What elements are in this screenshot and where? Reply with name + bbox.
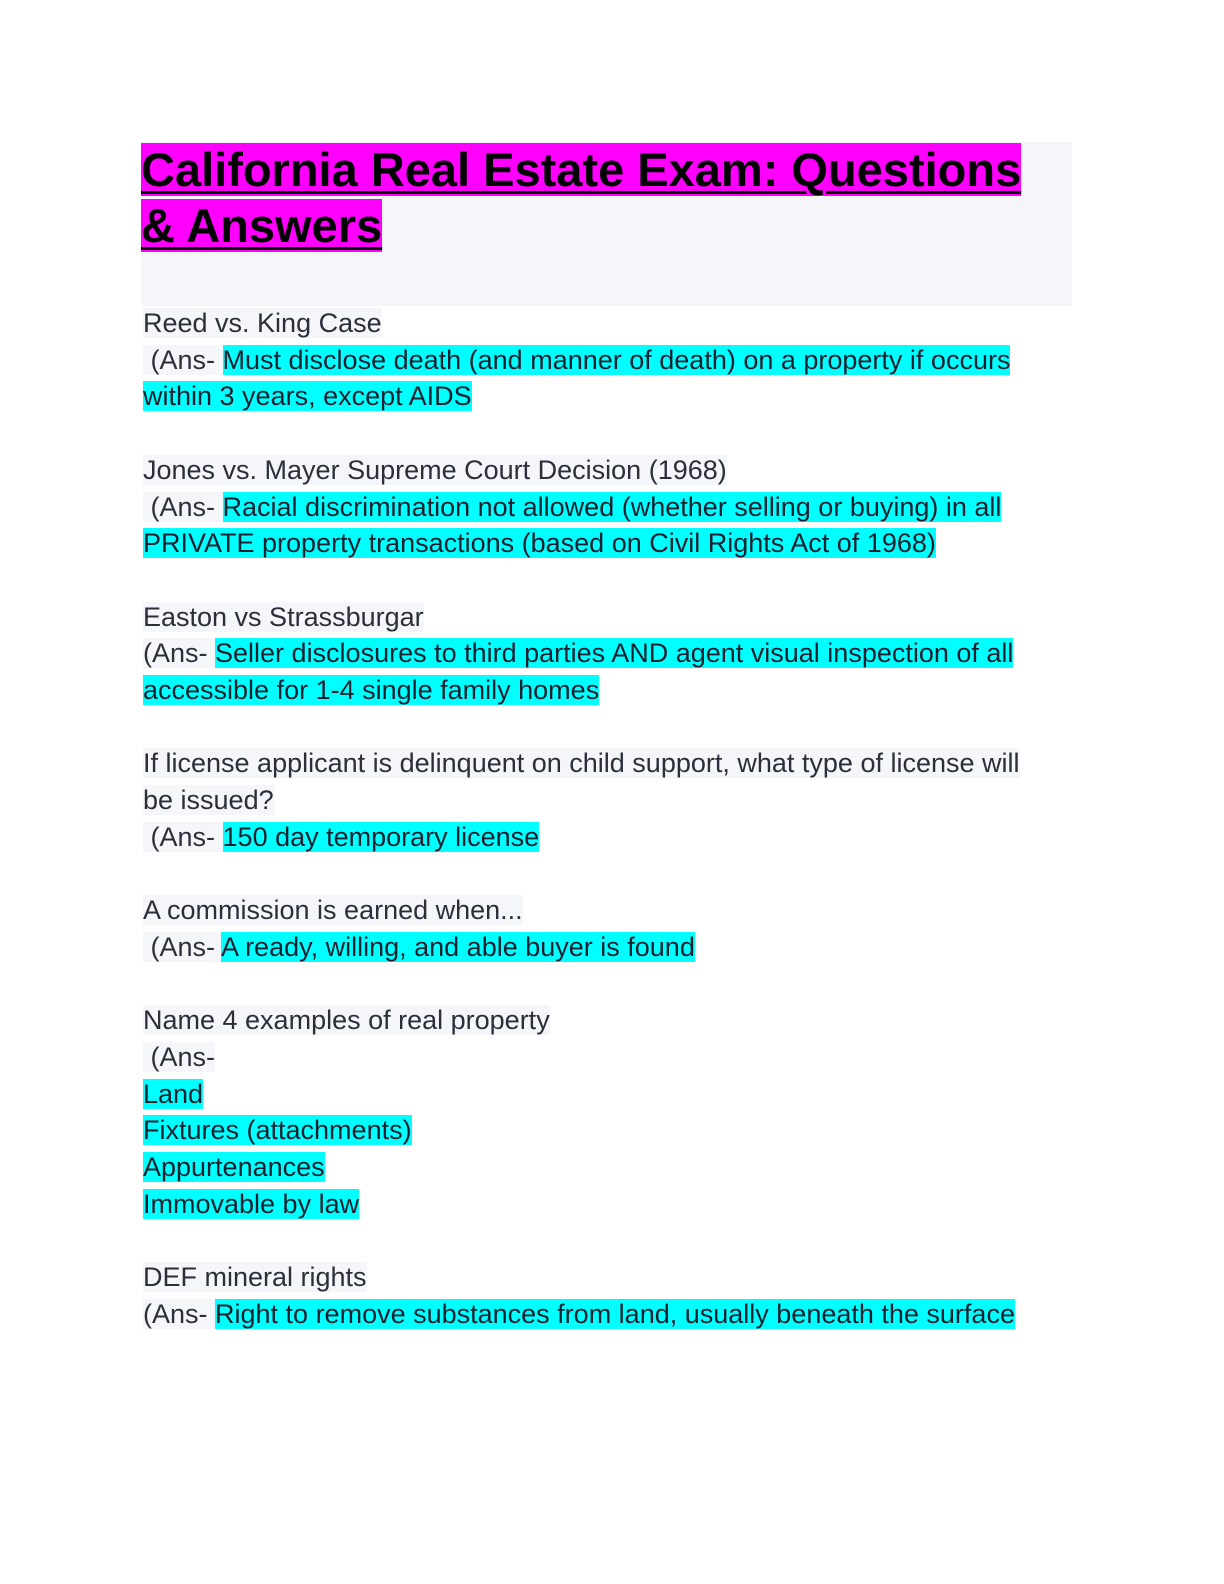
answer-list-item: Immovable by law [143, 1188, 360, 1219]
answer-prefix: (Ans- [143, 638, 216, 669]
qa-item [143, 1002, 1063, 1222]
qa-item [143, 745, 1063, 855]
qa-item [143, 599, 1063, 709]
answer-prefix: (Ans- [143, 1041, 216, 1072]
question: If license applicant is delinquent on child support, what type of license will [143, 748, 1020, 779]
title-line-2: & Answers [141, 199, 383, 252]
answer-text: PRIVATE property transactions (based on Civil Rights Act of 1968) [143, 528, 936, 559]
question: Name 4 examples of real property [143, 1005, 550, 1036]
qa-item [143, 892, 1063, 965]
answer-text: Must disclose death (and manner of death) on a property if occurs [222, 344, 1011, 375]
answer-prefix: (Ans- [143, 344, 223, 375]
question: A commission is earned when... [143, 895, 523, 926]
answer-text: 150 day temporary license [222, 821, 540, 852]
title-block [141, 142, 1072, 306]
answer-text: accessible for 1-4 single family homes [143, 675, 600, 705]
qa-item [143, 1259, 1063, 1332]
answer-text: Racial discrimination not allowed (whether selling or buying) in all [222, 491, 1002, 522]
question: Jones vs. Mayer Supreme Court Decision (1968) [143, 454, 727, 485]
answer-text: Seller disclosures to third parties AND agent visual inspection of all [215, 638, 1014, 669]
answer-prefix: (Ans- [143, 931, 222, 962]
answer-text: within 3 years, except AIDS [143, 381, 472, 412]
qa-list [143, 305, 1063, 1369]
answer-prefix: (Ans- [143, 1298, 216, 1329]
answer-list-item: Land [143, 1078, 204, 1109]
question: Reed vs. King Case [143, 308, 382, 338]
answer-text: A ready, willing, and able buyer is found [221, 931, 695, 962]
qa-item [143, 452, 1063, 562]
answer-prefix: (Ans- [143, 821, 223, 852]
question: DEF mineral rights [143, 1262, 367, 1293]
answer-list-item: Fixtures (attachments) [143, 1115, 412, 1146]
document-title [141, 142, 1072, 254]
question: be issued? [143, 785, 274, 816]
title-line-1: California Real Estate Exam: Questions [141, 143, 1022, 196]
answer-prefix: (Ans- [143, 491, 223, 522]
qa-item [143, 305, 1063, 415]
answer-list-item: Appurtenances [143, 1152, 325, 1183]
question: Easton vs Strassburgar [143, 601, 424, 632]
answer-text: Right to remove substances from land, usually beneath the surface [215, 1298, 1015, 1329]
